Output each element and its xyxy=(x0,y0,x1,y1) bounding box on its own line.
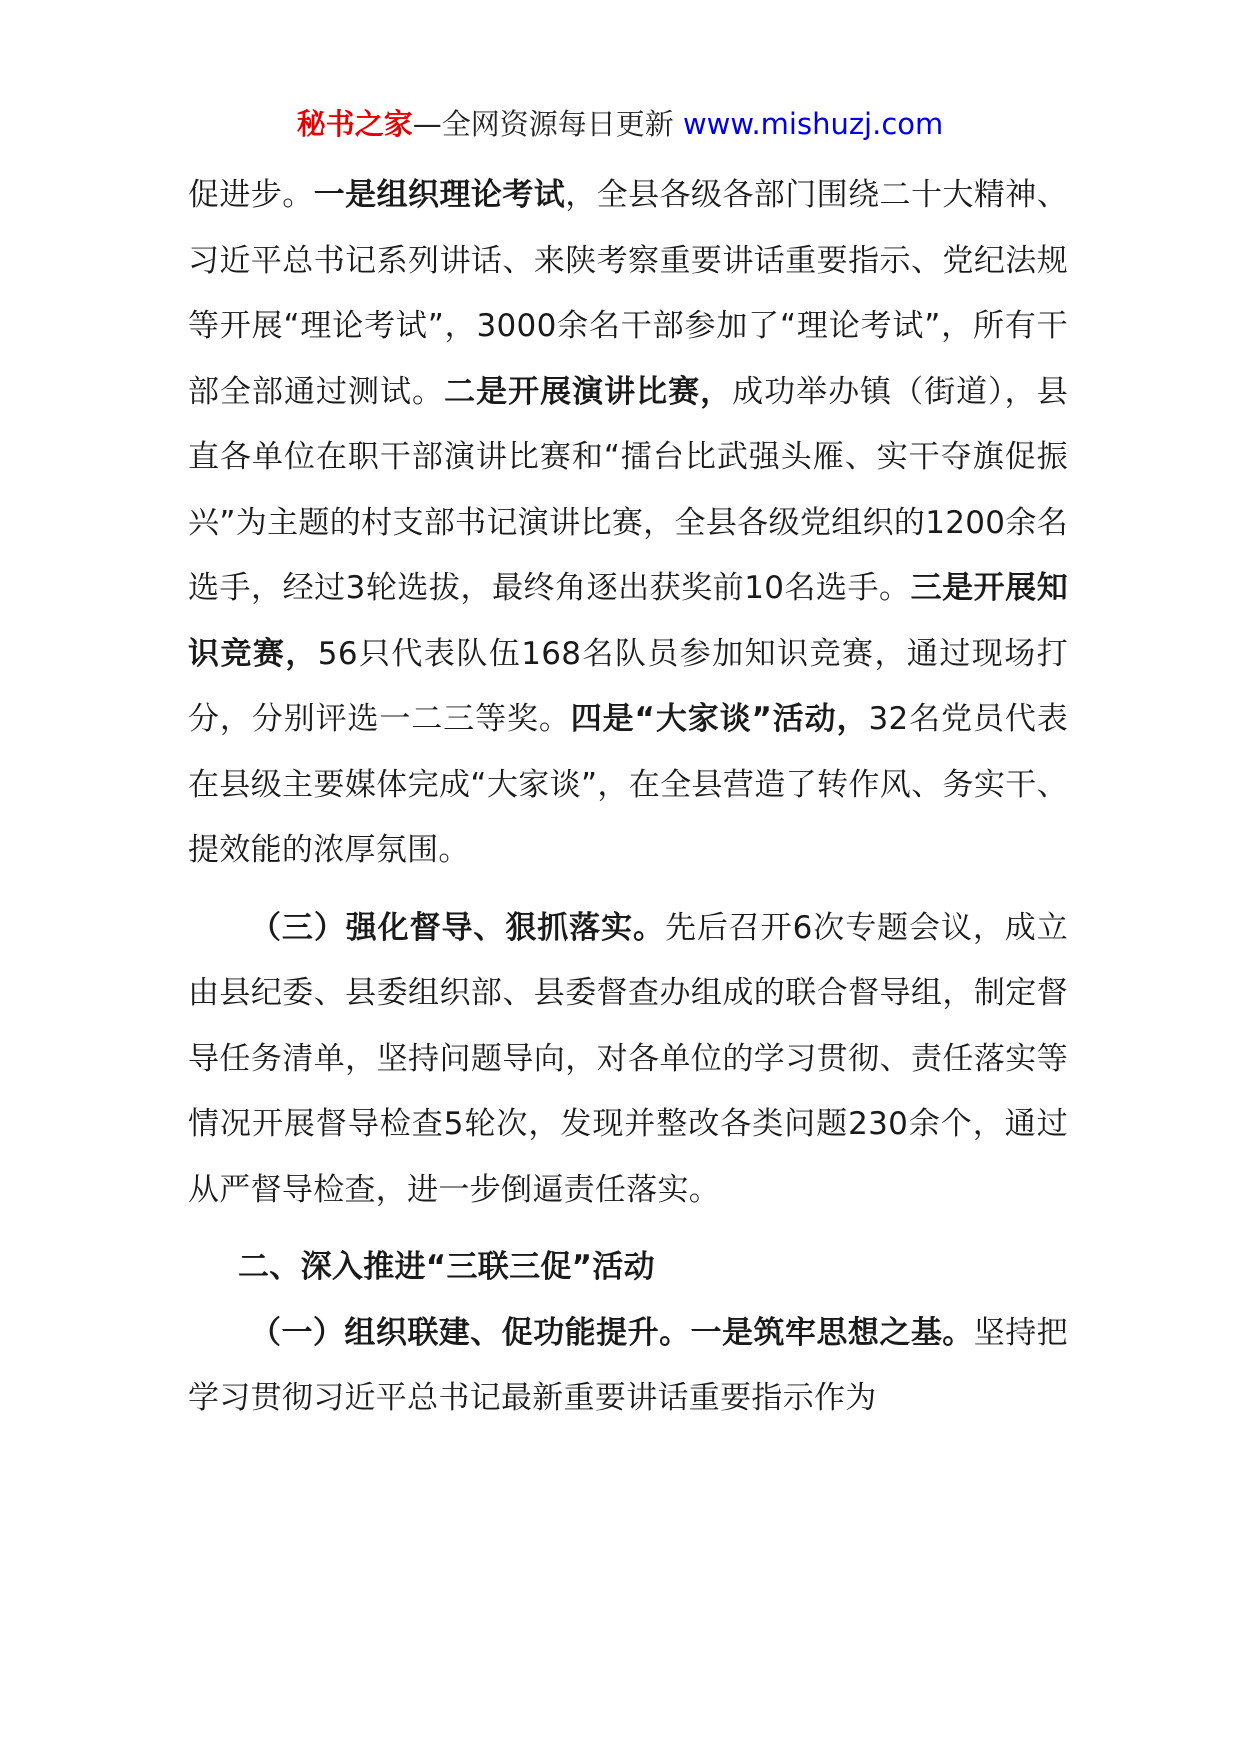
site-header xyxy=(0,102,1240,146)
section-heading-2: 二、深入推进“三联三促”活动 xyxy=(238,1249,655,1285)
paragraph-text: 坚持把学习贯彻习近平总书记最新重要讲话重要指示作为 xyxy=(188,1314,1068,1416)
bold-point-2: 二是开展演讲比赛， xyxy=(444,373,733,410)
paragraph-text: 成功举办镇（街道），县直各单位在职干部演讲比赛和“擂台比武强头雁、实干夺旗促振兴”为主题的村支部书记演讲比赛，全县各级党组织的1200余名选手，经过3轮选拔，最终角逐出获奖前10名选手。 xyxy=(188,373,1068,606)
site-url-link[interactable]: www.mishuzj.com xyxy=(682,107,944,141)
paragraph-supervision xyxy=(188,896,1068,1224)
document-body xyxy=(188,163,1068,1432)
bold-point-4: 四是“大家谈”活动， xyxy=(570,701,869,737)
paragraph-exams-speeches xyxy=(188,163,1068,884)
paragraph-organization xyxy=(188,1301,1068,1432)
bold-point-1: 一是组织理论考试 xyxy=(313,177,566,213)
paragraph-text: 促进步。 xyxy=(188,177,314,213)
paragraph-text: 32名党员代表在县级主要媒体完成“大家谈”，在全县营造了转作风、务实干、提效能的浓厚氛围。 xyxy=(188,701,1069,868)
paragraph-text: ，全县各级各部门围绕二十大精神、习近平总书记系列讲话、来陕考察重要讲话重要指示、党纪法规等开展“理论考试”，3000余名干部参加了“理论考试”，所有干部全部通过测试。 xyxy=(188,177,1068,410)
site-brand: 秘书之家 xyxy=(296,107,413,141)
site-tagline: —全网资源每日更新 xyxy=(412,107,674,141)
paragraph-text: 先后召开6次专题会议，成立由县纪委、县委组织部、县委督查办组成的联合督导组，制定督导任务清单，坚持问题导向，对各单位的学习贯彻、责任落实等情况开展督导检查5轮次，发现并整改各类问题230余个，通过从严督导检查，进一步倒逼责任落实。 xyxy=(188,909,1068,1208)
bold-point-3: 三是开展知识竞赛， xyxy=(188,570,1069,672)
section-subtitle-3: （三）强化督导、狠抓落实。 xyxy=(250,909,665,946)
paragraph-text: 56只代表队伍168名队员参加知识竞赛，通过现场打分，分别评选一二三等奖。 xyxy=(188,635,1068,737)
section-subtitle-1: （一）组织联建、促功能提升。一是筑牢思想之基。 xyxy=(250,1314,974,1351)
